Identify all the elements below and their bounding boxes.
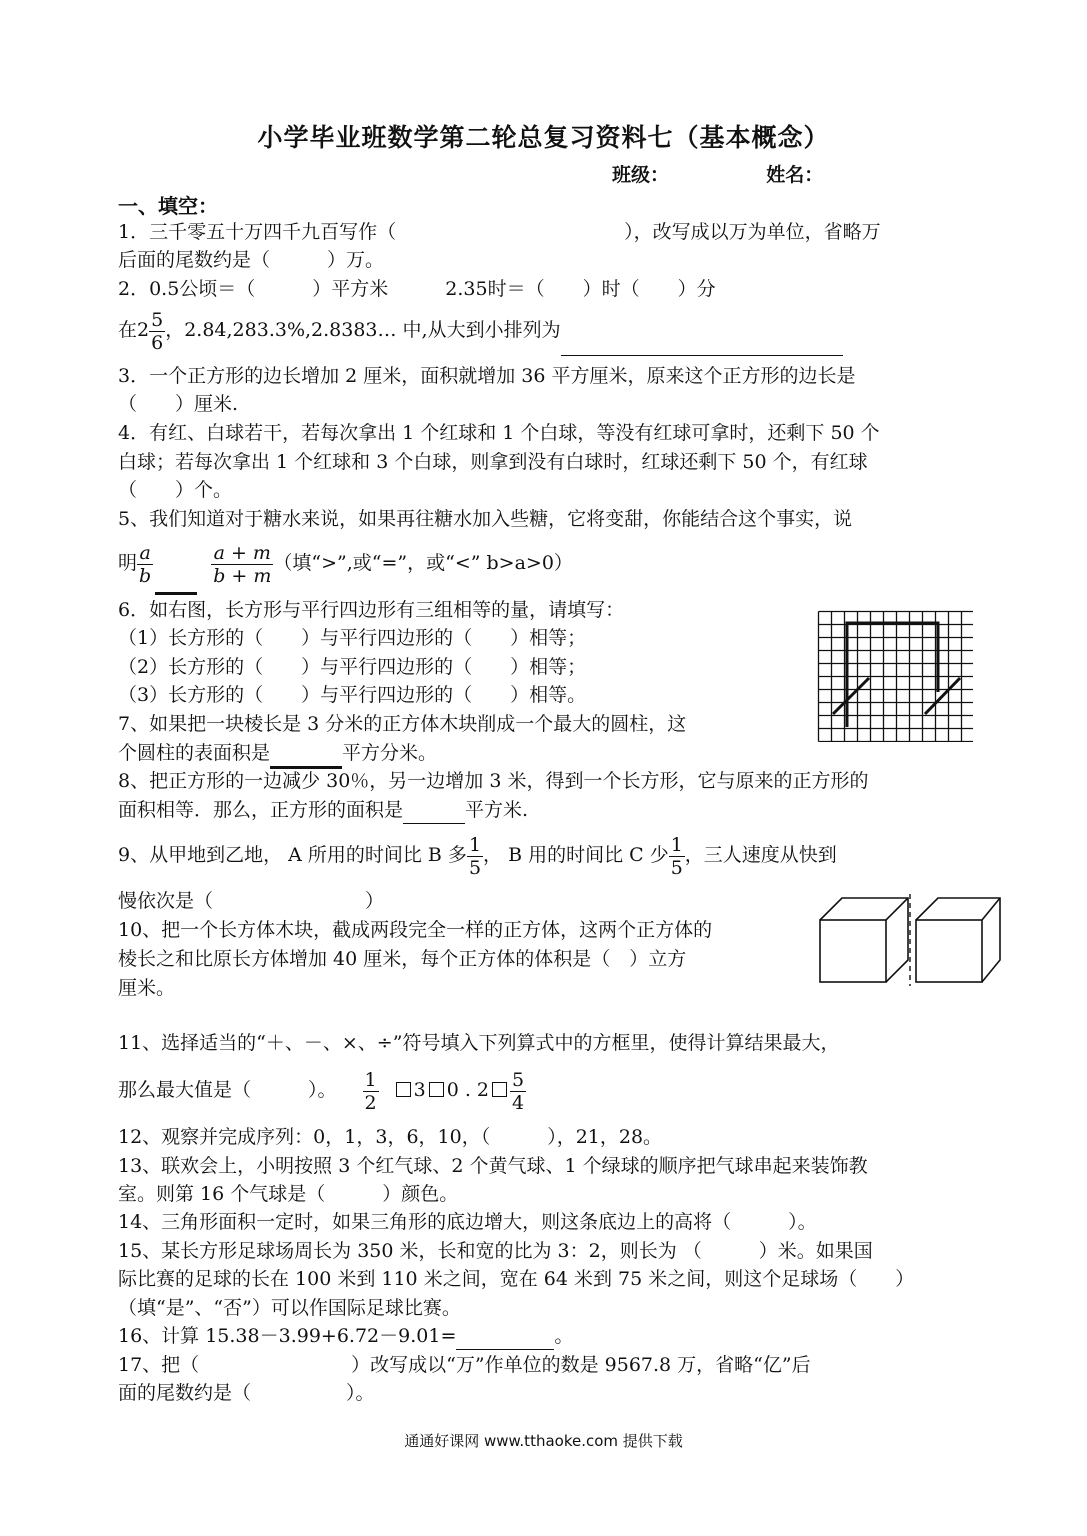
q5-compare-blank[interactable] — [155, 542, 197, 595]
q15-line2: 际比赛的足球的长在 100 米到 110 米之间，宽在 64 米到 75 米之间，则这个足球场（ ） — [118, 1268, 915, 1290]
q9-line1 — [118, 826, 837, 884]
q5-f1-den: b — [139, 564, 152, 587]
q10-line2: 棱长之和比原长方体增加 40 厘米，每个正方体的体积是（ ）立方 — [118, 948, 687, 970]
q2-frac-num: 5 — [151, 308, 164, 331]
q8-answer-blank[interactable] — [403, 797, 465, 824]
q11-line2 — [118, 1062, 526, 1118]
q15-line3: （填“是”、“否”）可以作国际足球比赛。 — [118, 1297, 461, 1319]
q8-prefix: 面积相等．那么，正方形的面积是 — [118, 799, 404, 821]
q1-line1: 1．三千零五十万四千九百写作（ ），改写成以万为单位，省略万 — [118, 221, 881, 243]
q1-line2: 后面的尾数约是（ ）万。 — [118, 249, 385, 271]
q2-line2 — [118, 305, 843, 356]
q7-line2 — [118, 740, 437, 769]
q11-prefix: 那么最大值是（ ）。 — [118, 1079, 337, 1101]
q5-fraction-am-bm — [211, 542, 273, 587]
q11-f2-den: 4 — [512, 1091, 525, 1114]
q11-f1-den: 2 — [364, 1091, 377, 1114]
q9-f2-den: 5 — [670, 856, 683, 879]
q9-f1-den: 5 — [468, 856, 482, 879]
q17-line1: 17、把（ ）改写成以“万”作单位的数是 9567.8 万，省略“亿”后 — [118, 1354, 811, 1376]
q5-f2-num: a + m — [213, 541, 271, 564]
q9-f2-num: 1 — [670, 833, 683, 856]
q10-cubes-figure — [816, 894, 1002, 988]
section-heading: 一、填空： — [118, 194, 218, 218]
q16-line — [118, 1323, 573, 1350]
q11-fraction-5-4 — [510, 1069, 526, 1114]
q10-line3: 厘米。 — [118, 977, 176, 999]
q5-prefix: 明 — [118, 552, 138, 574]
q11-f2-num: 5 — [512, 1068, 525, 1091]
q11-num-02: 0 . 2 — [446, 1079, 489, 1101]
operator-box-1[interactable] — [396, 1082, 411, 1097]
q13-line1: 13、联欢会上，小明按照 3 个红气球、2 个黄气球、1 个绿球的顺序把气球串起来装饰教 — [118, 1155, 868, 1177]
q11-line1: 11、选择适当的“＋、－、×、÷”符号填入下列算式中的方框里，使得计算结果最大， — [118, 1032, 840, 1054]
q9-fraction-2 — [669, 834, 685, 879]
q9-fraction-1 — [467, 834, 483, 879]
q2-answer-blank[interactable] — [561, 305, 843, 356]
q5-rest: （填“>”,或“=”，或“<” b>a>0） — [273, 552, 573, 574]
class-name-line — [612, 160, 823, 187]
q2-prefix: 在 — [118, 319, 138, 341]
q4-line1: 4．有红、白球若干，若每次拿出 1 个红球和 1 个白球，等没有红球可拿时，还剩下 50 个 — [118, 422, 880, 444]
q5-f1-num: a — [139, 541, 151, 564]
q11-num-3: 3 — [413, 1079, 426, 1101]
q9-part1: 9、从甲地到乙地， A 所用的时间比 B 多 — [118, 844, 467, 866]
q17-line2: 面的尾数约是（ ）。 — [118, 1382, 375, 1404]
q7-answer-blank[interactable] — [270, 740, 342, 769]
q4-line2: 白球；若每次拿出 1 个红球和 3 个白球，则拿到没有白球时，红球还剩下 50 个，有红球 — [118, 451, 868, 473]
q16-prefix: 16、计算 15.38－3.99+6.72－9.01= — [118, 1325, 457, 1347]
q7-line1: 7、如果把一块棱长是 3 分米的正方体木块削成一个最大的圆柱，这 — [118, 713, 687, 735]
q15-line1: 15、某长方形足球场周长为 350 米，长和宽的比为 3：2，则长为 （ ）米。如果国 — [118, 1240, 873, 1262]
q11-fraction-half — [363, 1069, 379, 1114]
q2-fraction — [149, 309, 165, 354]
q6-line3: （2）长方形的（ ）与平行四边形的（ ）相等； — [118, 656, 587, 678]
q5-line1: 5、我们知道对于糖水来说，如果再往糖水加入些糖，它将变甜，你能结合这个事实，说 — [118, 508, 853, 530]
q5-line2 — [118, 538, 573, 595]
q5-f2-den: b + m — [213, 564, 272, 587]
q14-line: 14、三角形面积一定时，如果三角形的底边增大，则这条底边上的高将（ ）。 — [118, 1211, 817, 1233]
q6-line4: （3）长方形的（ ）与平行四边形的（ ）相等。 — [118, 684, 587, 706]
operator-box-3[interactable] — [492, 1082, 507, 1097]
footer-credit: 通通好课网 www.tthaoke.com 提供下载 — [404, 1432, 683, 1450]
q9-f1-num: 1 — [468, 833, 482, 856]
q5-fraction-a-b — [137, 542, 153, 587]
q12-line: 12、观察并完成序列：0，1，3，6，10，（ ），21，28。 — [118, 1126, 663, 1148]
page-title: 小学毕业班数学第二轮总复习资料七（基本概念） — [257, 123, 830, 152]
operator-box-2[interactable] — [429, 1082, 444, 1097]
q2-line1: 2．0.5公顷＝（ ）平方米 2.35时＝（ ）时（ ）分 — [118, 278, 716, 300]
class-label: 班级： — [612, 164, 670, 186]
q9-part3: ，三人速度从快到 — [684, 844, 837, 866]
q2-frac-den: 6 — [151, 331, 164, 354]
q6-line2: （1）长方形的（ ）与平行四边形的（ ）相等； — [118, 627, 587, 649]
q8-line2 — [118, 797, 528, 824]
q4-line3: （ ）个。 — [118, 479, 233, 501]
q2-rest: ，2.84,283.3%,2.8383… 中,从大到小排列为 — [165, 319, 561, 341]
q3-line2: （ ）厘米. — [118, 393, 239, 415]
q8-suffix: 平方米. — [465, 799, 529, 821]
name-label: 姓名： — [766, 164, 824, 186]
q6-line1: 6．如右图，长方形与平行四边形有三组相等的量，请填写： — [118, 599, 625, 621]
q9-part2: ， B 用的时间比 C 少 — [483, 844, 669, 866]
q16-answer-blank[interactable] — [456, 1323, 554, 1350]
q6-grid-figure — [817, 610, 973, 742]
q7-prefix: 个圆柱的表面积是 — [118, 742, 271, 764]
q7-suffix: 平方分米。 — [342, 742, 438, 764]
q2-whole: 2 — [137, 319, 150, 341]
q9-line2: 慢依次是（ ） — [118, 890, 385, 912]
q8-line1: 8、把正方形的一边减少 30％，另一边增加 3 米，得到一个长方形，它与原来的正方形的 — [118, 770, 869, 792]
q10-line1: 10、把一个长方体木块，截成两段完全一样的正方体，这两个正方体的 — [118, 919, 713, 941]
q11-f1-num: 1 — [364, 1068, 377, 1091]
q16-suffix: 。 — [554, 1325, 574, 1347]
q13-line2: 室。则第 16 个气球是（ ）颜色。 — [118, 1183, 459, 1205]
q3-line1: 3．一个正方形的边长增加 2 厘米，面积就增加 36 平方厘米，原来这个正方形的边长是 — [118, 365, 856, 387]
